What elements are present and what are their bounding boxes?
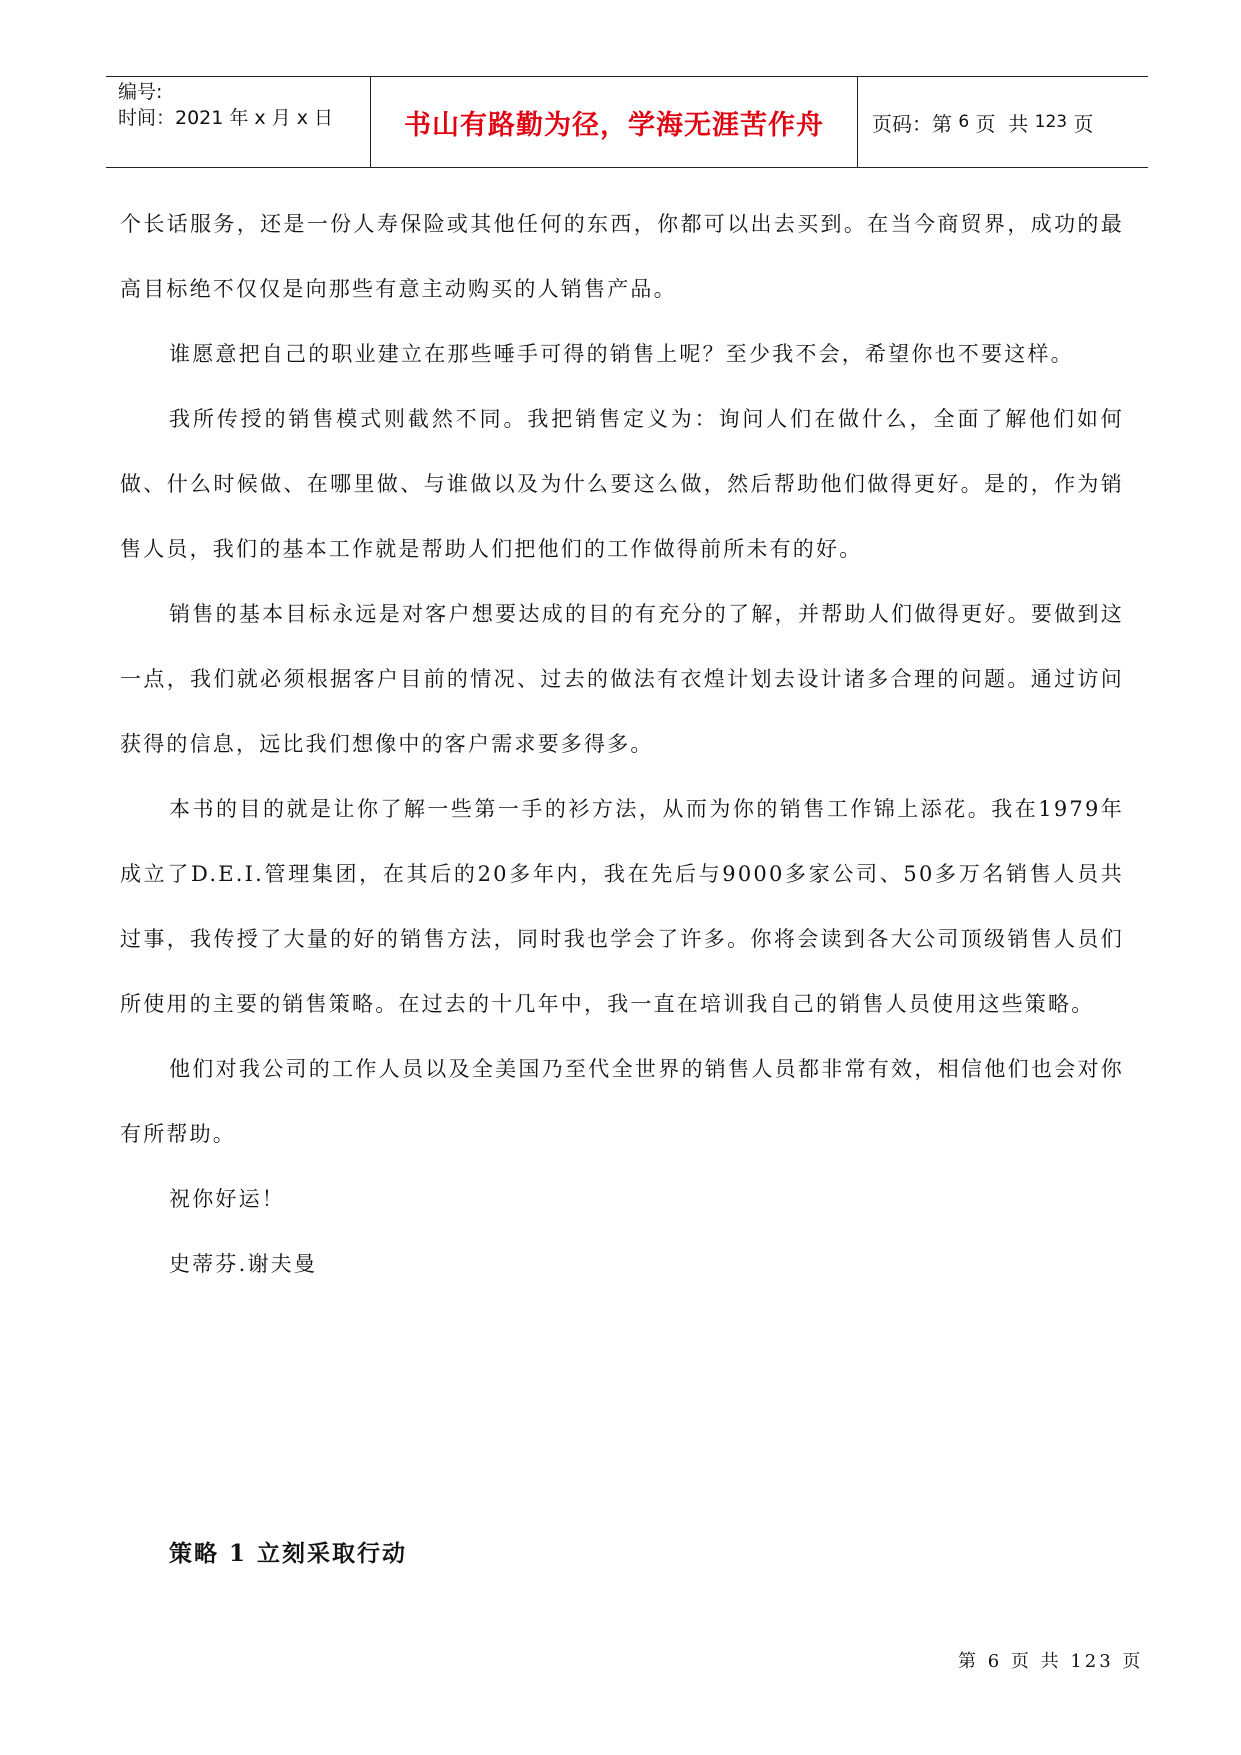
- code-label: 编号:: [118, 81, 163, 103]
- page-footer: 第 6 页 共 123 页: [958, 1651, 1144, 1672]
- paragraph: 他们对我公司的工作人员以及全美国乃至代全世界的销售人员都非常有效，相信他们也会对你有所帮助。: [120, 1057, 1124, 1146]
- header-meta-cell: [106, 77, 371, 167]
- page-current: 6: [958, 112, 970, 132]
- section-heading: 策略 1 立刻采取行动: [169, 1540, 408, 1567]
- paragraph: 谁愿意把自己的职业建立在那些唾手可得的销售上呢？至少我不会，希望你也不要这样。: [169, 342, 1074, 366]
- page-total: 123: [1034, 112, 1068, 132]
- page-suffix: 页: [1067, 111, 1094, 136]
- paragraph: 销售的基本目标永远是对客户想要达成的目的有充分的了解，并帮助人们做得更好。要做到这一点，我们就必须根据客户目前的情况、过去的做法有衣煌计划去设计诸多合理的问题。通过访问获得的信息，远比我们想像中的客户需求要多得多。: [120, 602, 1124, 756]
- paragraph: 本书的目的就是让你了解一些第一手的衫方法，从而为你的销售工作锦上添花。我在1979年成立了D.E.I.管理集团，在其后的20多年内，我在先后与9000多家公司、50多万名销售人员共过事，我传授了大量的好的销售方法，同时我也学会了许多。你将会读到各大公司顶级销售人员们所使用的主要的销售策略。在过去的十几年中，我一直在培训我自己的销售人员使用这些策略。: [120, 797, 1124, 1016]
- paragraph: 个长话服务，还是一份人寿保险或其他任何的东西，你都可以出去买到。在当今商贸界，成功的最高目标绝不仅仅是向那些有意主动购买的人销售产品。: [120, 212, 1124, 301]
- header-motto-cell: [371, 77, 858, 167]
- page-middle: 页 共: [969, 111, 1035, 136]
- header-page-cell: [858, 77, 1148, 167]
- greeting: 祝你好运！: [169, 1187, 285, 1211]
- motto-text: 书山有路勤为径，学海无涯苦作舟: [404, 109, 824, 141]
- page-prefix: 页码：第: [872, 111, 959, 136]
- signature: 史蒂芬.谢夫曼: [169, 1252, 318, 1276]
- body-text: [120, 192, 1124, 1297]
- paragraph: 我所传授的销售模式则截然不同。我把销售定义为：询问人们在做什么，全面了解他们如何做、什么时候做、在哪里做、与谁做以及为什么要这么做，然后帮助他们做得更好。是的，作为销售人员，我们的基本工作就是帮助人们把他们的工作做得前所未有的好。: [120, 407, 1124, 561]
- page-header: [106, 76, 1148, 168]
- date-label: 时间：2021 年 x 月 x 日: [118, 107, 334, 129]
